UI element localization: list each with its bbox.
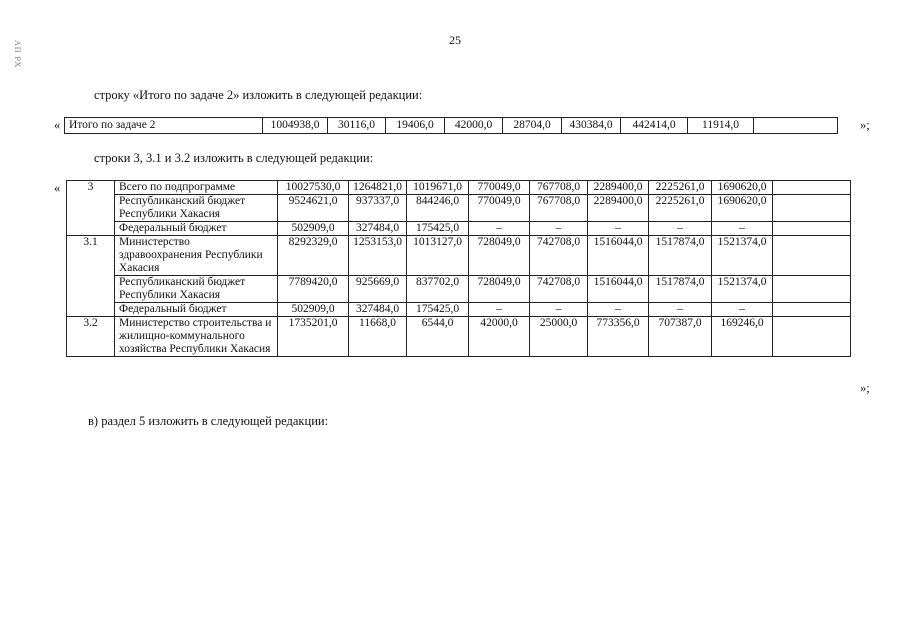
table-cell: 10027530,0 — [278, 181, 349, 195]
instruction-line-2: строки 3, 3.1 и 3.2 изложить в следующей редакции: — [94, 151, 374, 165]
table-cell: 925669,0 — [349, 276, 407, 303]
table-cell: – — [469, 222, 530, 236]
row-label: Республиканский бюджет Республики Хакасия — [115, 195, 278, 222]
table-cell: 42000,0 — [445, 118, 503, 134]
table2-open-quote: « — [54, 181, 61, 195]
table-cell: 2225261,0 — [649, 195, 712, 222]
table-row — [67, 317, 851, 357]
table-cell — [773, 236, 851, 276]
table-cell: 430384,0 — [562, 118, 621, 134]
table-cell: – — [712, 222, 773, 236]
table-cell: – — [649, 222, 712, 236]
archive-stamp: АП РХ — [13, 40, 22, 69]
table-row — [67, 236, 851, 276]
table-cell: 770049,0 — [469, 195, 530, 222]
table-row — [67, 303, 851, 317]
table-cell: 19406,0 — [386, 118, 445, 134]
table-cell: 1253153,0 — [349, 236, 407, 276]
instruction-line-3: в) раздел 5 изложить в следующей редакции: — [88, 414, 329, 428]
table-cell: 1690620,0 — [712, 181, 773, 195]
table-cell: 327484,0 — [349, 303, 407, 317]
table-cell: 937337,0 — [349, 195, 407, 222]
table-cell: 770049,0 — [469, 181, 530, 195]
table-cell: 11914,0 — [688, 118, 754, 134]
table-cell: 42000,0 — [469, 317, 530, 357]
table-cell: – — [530, 303, 588, 317]
row-label: Министерство строительства и жилищно-коммунального хозяйства Республики Хакасия — [115, 317, 278, 357]
table-cell: 502909,0 — [278, 303, 349, 317]
table-cell: 2289400,0 — [588, 195, 649, 222]
row-label: Всего по подпрограмме — [115, 181, 278, 195]
table-cell: 175425,0 — [407, 303, 469, 317]
table-cell: 1516044,0 — [588, 236, 649, 276]
table-cell: 2289400,0 — [588, 181, 649, 195]
table-cell: 2225261,0 — [649, 181, 712, 195]
table-cell: 1735201,0 — [278, 317, 349, 357]
table-cell: 767708,0 — [530, 195, 588, 222]
table-cell: 1019671,0 — [407, 181, 469, 195]
table-cell: 773356,0 — [588, 317, 649, 357]
row-label: Министерство здравоохранения Республики Хакасия — [115, 236, 278, 276]
table-cell — [773, 317, 851, 357]
row-label: Федеральный бюджет — [115, 303, 278, 317]
row-label: Итого по задаче 2 — [65, 118, 263, 134]
table-row — [67, 181, 851, 195]
table-cell: 844246,0 — [407, 195, 469, 222]
table-cell: – — [649, 303, 712, 317]
table-cell: 1517874,0 — [649, 276, 712, 303]
table-cell: 25000,0 — [530, 317, 588, 357]
table-cell: 7789420,0 — [278, 276, 349, 303]
table-cell: 707387,0 — [649, 317, 712, 357]
table-row — [67, 222, 851, 236]
table-cell: 1521374,0 — [712, 236, 773, 276]
table-cell: 11668,0 — [349, 317, 407, 357]
table-cell — [773, 222, 851, 236]
table-row — [65, 118, 838, 134]
table-cell: 175425,0 — [407, 222, 469, 236]
table-cell: 837702,0 — [407, 276, 469, 303]
table2-close-quote: »; — [860, 381, 870, 395]
subprogram-table — [66, 180, 851, 357]
table-cell: 728049,0 — [469, 276, 530, 303]
table-cell: 327484,0 — [349, 222, 407, 236]
table-cell: 8292329,0 — [278, 236, 349, 276]
instruction-line-1: строку «Итого по задаче 2» изложить в следующей редакции: — [94, 88, 423, 102]
table-cell — [773, 276, 851, 303]
table-cell: 9524621,0 — [278, 195, 349, 222]
table-cell: 742708,0 — [530, 276, 588, 303]
row-number: 3 — [67, 181, 115, 236]
table-cell: – — [469, 303, 530, 317]
table-cell: 502909,0 — [278, 222, 349, 236]
table-cell: 6544,0 — [407, 317, 469, 357]
table-cell — [754, 118, 838, 134]
table-cell: 1690620,0 — [712, 195, 773, 222]
table-cell: – — [588, 222, 649, 236]
page-number: 25 — [449, 33, 461, 47]
table-row — [67, 195, 851, 222]
table-cell: 28704,0 — [503, 118, 562, 134]
table-cell — [773, 181, 851, 195]
table-cell: 1517874,0 — [649, 236, 712, 276]
table-cell: 728049,0 — [469, 236, 530, 276]
total-task2-table — [64, 117, 838, 134]
table-cell — [773, 195, 851, 222]
row-label: Федеральный бюджет — [115, 222, 278, 236]
table-cell: 1521374,0 — [712, 276, 773, 303]
table-cell: 1516044,0 — [588, 276, 649, 303]
table1-close-quote: »; — [860, 118, 870, 132]
table-cell: 742708,0 — [530, 236, 588, 276]
table-cell: 30116,0 — [328, 118, 386, 134]
table-row — [67, 276, 851, 303]
table-cell: – — [712, 303, 773, 317]
table-cell: 1264821,0 — [349, 181, 407, 195]
row-number: 3.2 — [67, 317, 115, 357]
table-cell: 442414,0 — [621, 118, 688, 134]
table1-open-quote: « — [54, 118, 61, 132]
row-label: Республиканский бюджет Республики Хакасия — [115, 276, 278, 303]
table-cell: 1013127,0 — [407, 236, 469, 276]
row-number: 3.1 — [67, 236, 115, 317]
table-cell: 767708,0 — [530, 181, 588, 195]
table-cell: – — [588, 303, 649, 317]
table-cell: 169246,0 — [712, 317, 773, 357]
table-cell — [773, 303, 851, 317]
table-cell: 1004938,0 — [263, 118, 328, 134]
table-cell: – — [530, 222, 588, 236]
